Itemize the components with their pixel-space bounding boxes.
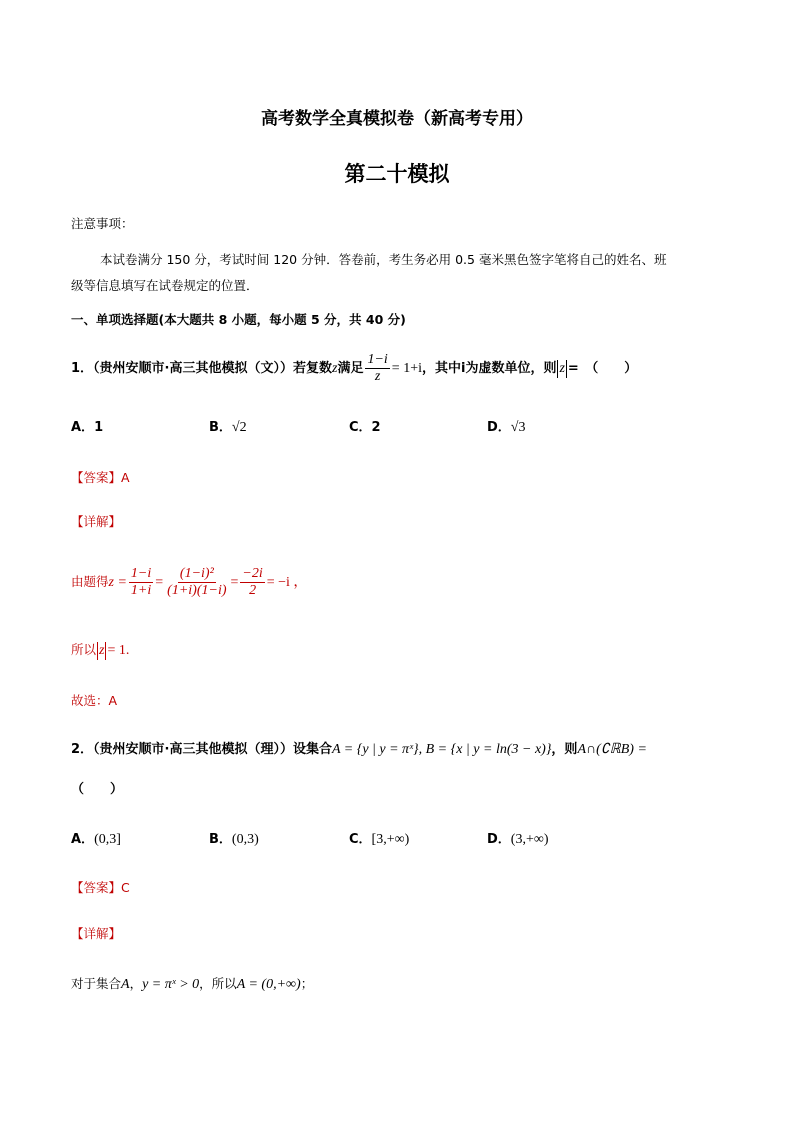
q1-option-b: [209, 416, 247, 436]
option-letter: D．: [487, 832, 511, 847]
sol-frac-2: [165, 566, 228, 599]
q1-option-c: [349, 416, 381, 435]
q2-option-c: [349, 828, 409, 848]
sol-text: ，所以: [199, 976, 237, 991]
sol-z: z =: [108, 575, 127, 590]
page-title: 高考数学全真模拟卷（新高考专用）: [261, 109, 533, 129]
q1-solution-line-2: [71, 640, 129, 660]
notice-line-1: 本试卷满分 150 分，考试时间 120 分钟．答卷前，考生务必用 0.5 毫米黑色签字笔将自己的姓名、班: [100, 252, 667, 267]
q1-tail: = （ ）: [567, 361, 638, 376]
q1-rhs: = 1+i: [391, 361, 422, 376]
answer-label: 【答案】: [71, 470, 122, 485]
sol-frac-3: [240, 566, 264, 599]
option-letter: B．: [209, 832, 232, 847]
q1-solution-line-1: 由题得z = $\frac{1-i}{1+i}$ = $\frac{\text{(1−i)²}}{(1+i)(1-i)}$ = $\frac{-2i}{2}$ = −i ，: [71, 566, 308, 598]
option-letter: C．: [349, 832, 372, 847]
sol-frac-1: [129, 566, 153, 599]
q1-choose: 故选：A: [71, 693, 118, 708]
frac-den: (1+i)(1−i): [167, 583, 227, 598]
q2-solution-line-1: [71, 974, 313, 993]
option-value: (0,3): [231, 832, 259, 847]
sol-text: ；: [300, 976, 314, 991]
sol-tail: = −i ，: [266, 575, 308, 590]
notice-label: 注意事项：: [71, 216, 134, 231]
q2-detail-label: 【详解】: [71, 926, 122, 941]
sol-expr: y = πˣ > 0: [142, 977, 200, 992]
option-letter: B．: [209, 420, 232, 435]
sol-result: A = (0,+∞): [236, 977, 301, 992]
q1-frac-den: z: [374, 369, 381, 384]
option-value: √3: [510, 420, 526, 435]
q1-frac-num: 1−i: [367, 352, 388, 367]
sol-z: z: [99, 643, 105, 658]
answer-label: 【答案】: [71, 880, 122, 895]
q2-set-b: , B = {x | y = ln(3 − x)}: [418, 742, 552, 757]
option-letter: A．: [71, 832, 95, 847]
q2-prefix: 2．（贵州安顺市·高三其他模拟（理））设集合: [71, 742, 332, 757]
frac-den: 2: [249, 583, 257, 598]
sol-text: ，: [129, 976, 143, 991]
option-value: (3,+∞): [510, 832, 549, 847]
q2-expr: A∩(∁ℝB) =: [577, 742, 647, 757]
q1-var-z: z: [331, 361, 338, 376]
q1-mid: 满足: [337, 361, 364, 376]
answer-value: C: [121, 880, 130, 895]
answer-value: A: [121, 470, 130, 485]
section-heading: 一、单项选择题(本大题共 8 小题，每小题 5 分，共 40 分): [71, 312, 406, 327]
q1-prefix: 1．（贵州安顺市·高三其他模拟（文））若复数: [71, 361, 332, 376]
option-value: (0,3]: [94, 832, 121, 847]
q2-option-d: [487, 828, 549, 848]
abs-bar-left: [97, 642, 98, 660]
q1-option-d: [487, 416, 525, 436]
q2-paren: （ ）: [71, 782, 124, 797]
q1-fraction: [365, 352, 389, 385]
question-1: [71, 352, 637, 386]
sol-tail: = 1.: [107, 643, 130, 658]
sol-text: 对于集合: [71, 976, 122, 991]
option-value: [3,+∞): [371, 832, 410, 847]
q1-detail-label: 【详解】: [71, 514, 122, 529]
q1-option-a: [71, 416, 103, 435]
q2-option-a: [71, 828, 121, 848]
q2-after: ，则: [551, 742, 578, 757]
frac-den: 1+i: [130, 583, 152, 598]
q1-after: ，其中i为虚数单位，则: [421, 361, 557, 376]
frac-num: −2i: [242, 566, 263, 581]
option-letter: C．: [349, 420, 372, 435]
option-letter: D．: [487, 420, 511, 435]
q1-answer: [71, 468, 130, 486]
option-value: √2: [231, 420, 247, 435]
q2-option-b: [209, 828, 259, 848]
notice-line-2: 级等信息填写在试卷规定的位置．: [71, 278, 259, 293]
abs-bar-right: [566, 360, 567, 378]
frac-num: (1−i)²: [179, 566, 214, 581]
exam-subtitle: 第二十模拟: [344, 162, 450, 186]
question-2: [71, 738, 647, 758]
option-value: 1: [94, 420, 104, 435]
sol-text: 由题得: [71, 574, 109, 589]
option-letter: A．: [71, 420, 95, 435]
q2-answer: [71, 878, 130, 896]
option-value: 2: [371, 420, 381, 435]
q2-set-a: A = {y | y = πˣ}: [331, 742, 419, 757]
q1-abs-z: z: [559, 361, 565, 376]
frac-num: 1−i: [130, 566, 152, 581]
sol-text: 所以: [71, 642, 97, 657]
sol-a: A: [121, 977, 130, 992]
